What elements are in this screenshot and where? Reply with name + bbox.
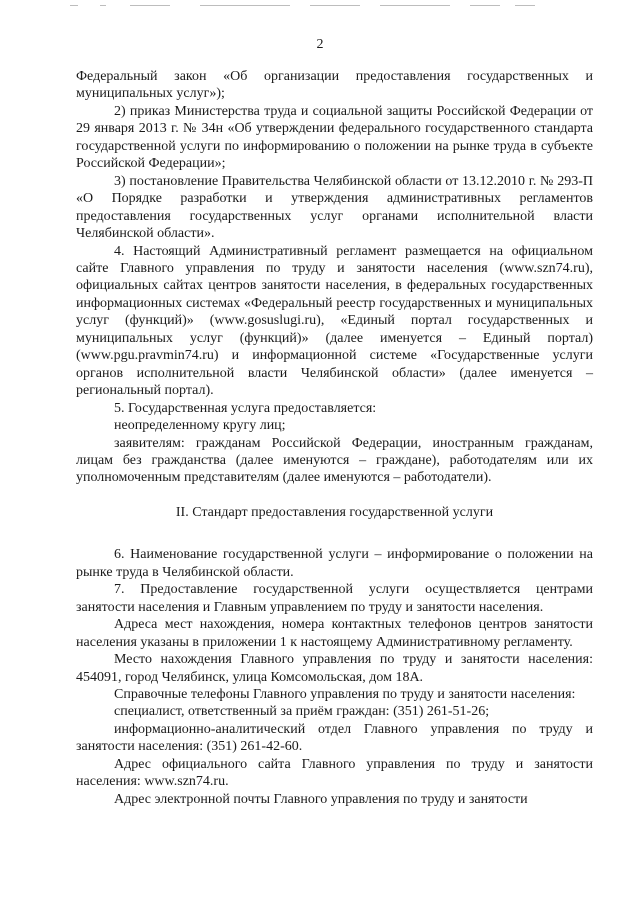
paragraph-item-4: 4. Настоящий Административный регламент размещается на официальном сайте Главного управления по труду и занятости населения (www.szn74.ru), официальных сайтах центров занятости населения, в федеральных государственных информационных системах «Федеральный реестр государственных и муниципальных услуг (функций)» (www.gosuslugi.ru), «Единый портал государственных и муниципальных услуг (функций)» (далее именуется – Единый портал) (www.pgu.pravmin74.ru) и информационной системе «Государственные услуги органов исполнительной власти Челябинской области» (далее именуется – региональный портал). [76,243,593,399]
paragraph-item-7: 7. Предоставление государственной услуги осуществляется центрами занятости населения и Главным управлением по труду и занятости населения. [76,582,593,615]
paragraph-phones-intro: Справочные телефоны Главного управления по труду и занятости населения: [114,686,576,702]
paragraph-website: Адрес официального сайта Главного управления по труду и занятости населения: www.szn74.ru. [76,756,593,790]
paragraph-government-resolution: 3) постановление Правительства Челябинской области от 13.12.2010 г. № 293-П «О Порядке разработки и утверждения административных регламентов предоставления государственных услуг органами исполнительной власти Челябинской области». [76,173,593,242]
paragraph-applicants: заявителям: гражданам Российской Федерации, иностранным гражданам, лицам без гражданства (далее именуются – граждане), работодателям или их уполномоченным представителям (далее именуются – работодатели). [76,435,593,486]
scan-artifact [70,2,540,10]
paragraph-indefinite-persons: неопределенному кругу лиц; [114,418,286,434]
paragraph-item-6: 6. Наименование государственной услуги – информирование о положении на рынке труда в Челябинской области. [76,547,593,580]
paragraph-federal-law-tail: Федеральный закон «Об организации предоставления государственных и муниципальных услуг»); [76,69,593,102]
paragraph-addresses: Адреса мест нахождения, номера контактных телефонов центров занятости населения указаны в приложении 1 к настоящему Административному регламенту. [76,617,593,650]
paragraph-email: Адрес электронной почты Главного управления по труду и занятости [114,791,528,807]
paragraph-item-5: 5. Государственная услуга предоставляется: [114,400,377,416]
page-number: 2 [316,37,324,52]
paragraph-phone-specialist: специалист, ответственный за приём граждан: (351) 261-51-26; [114,704,490,720]
document-body [76,68,593,808]
section-heading: II. Стандарт предоставления государственной услуги [175,504,494,520]
paragraph-location: Место нахождения Главного управления по труду и занятости населения: 454091, город Челябинск, улица Комсомольская, дом 18А. [76,652,593,685]
paragraph-phone-analytics: информационно-аналитический отдел Главного управления по труду и занятости населения: (351) 261-42-60. [76,721,593,755]
paragraph-order-ministry: 2) приказ Министерства труда и социальной защиты Российской Федерации от 29 января 2013 г. № 34н «Об утверждении федерального государственного стандарта государственной услуги по информированию о положении на рынке труда в субъекте Российской Федерации»; [76,103,593,172]
